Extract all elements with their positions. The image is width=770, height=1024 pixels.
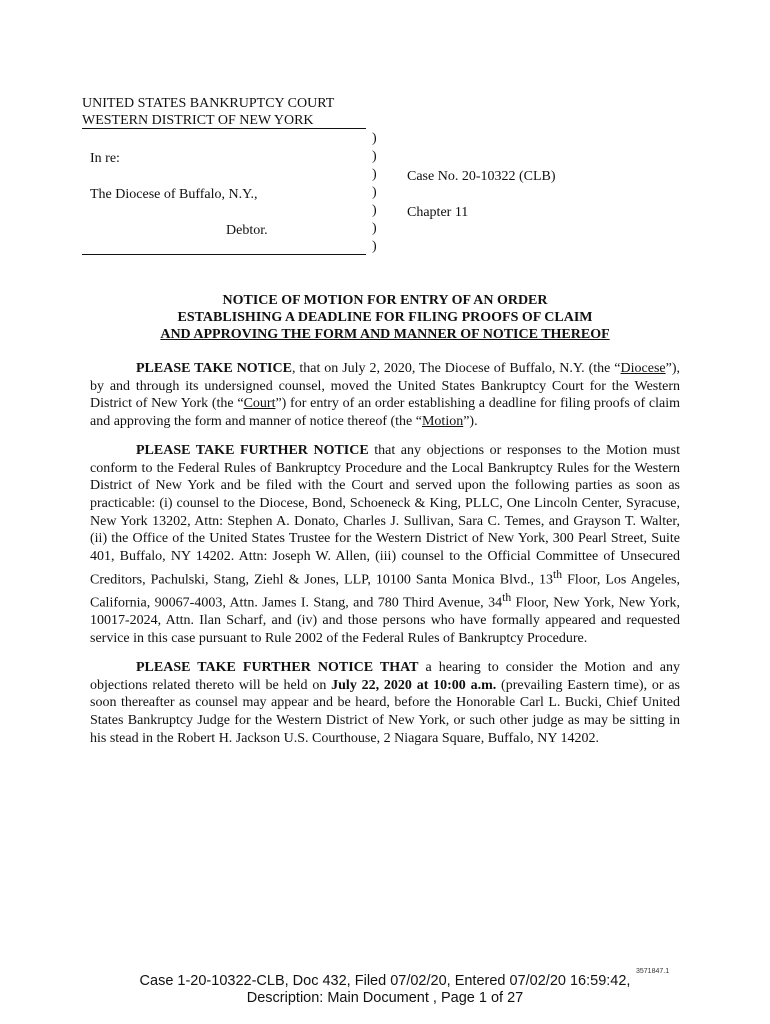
court-district-line: WESTERN DISTRICT OF NEW YORK (82, 113, 314, 128)
caption-in-re: In re: (90, 151, 120, 166)
case-number: Case No. 20-10322 (CLB) (407, 169, 556, 184)
paragraph-objections (90, 442, 680, 648)
caption-debtor-name: The Diocese of Buffalo, N.Y., (90, 187, 258, 202)
court-heading (82, 95, 334, 129)
paragraph-notice (90, 360, 680, 431)
further-notice-lead: PLEASE TAKE FURTHER NOTICE (136, 442, 369, 458)
chapter-number: Chapter 11 (407, 205, 469, 220)
hearing-date: July 22, 2020 at 10:00 a.m. (331, 677, 497, 693)
defined-term-motion: Motion (421, 414, 464, 430)
paragraph-text: a hearing to consider the Motion and any objections related thereto will be held on (90, 659, 680, 693)
paragraph-text: , that on July 2, 2020, The Diocese of Buffalo, N.Y. (the “ (291, 361, 621, 376)
caption-top-rule (82, 128, 366, 129)
document-title (82, 292, 688, 343)
caption-parentheses: ) ) ) ) ) ) ) (372, 131, 377, 254)
defined-term-court: Court (243, 396, 276, 412)
paragraph-text: Floor, Los Angeles, California, 90067-4003, Attn. James I. Stang, and 780 Third Avenue, 34 (90, 572, 680, 611)
court-name-line: UNITED STATES BANKRUPTCY COURT (82, 96, 335, 111)
ordinal-suffix: th (502, 591, 512, 605)
paragraph-text: ”) for entry of an order establishing a deadline for filing proofs of claim and approving the form and manner of notice thereof (the “ (90, 396, 680, 430)
paragraph-hearing (90, 659, 680, 748)
ordinal-suffix: th (553, 567, 563, 581)
filing-description-line: Description: Main Document , Page 1 of 27 (246, 990, 524, 1006)
paragraph-text: that any objections or responses to the Motion must conform to the Federal Rules of Bankruptcy Procedure and the Local Bankruptcy Rules for the Western District of New York and be filed with the Court and served upon the following parties as soon as practicable: (i) counsel to the Diocese, Bond, Schoeneck & King, PLLC, One Lincoln Center, Syracuse, New York 13202, Attn: Stephen A. Donato, Charles J. Sullivan, Sara C. Temes, and Grayson T. Walter, (ii) the Office of the United States Trustee for the Western District of New York, 300 Pearl Street, Suite 401, Buffalo, NY 14202. Attn: Joseph W. Allen, (iii) counsel to the Official Committee of Unsecured Creditors, Pachulski, Stang, Ziehl & Jones, LLP, 10100 Santa Monica Blvd., 13 (90, 442, 680, 588)
filing-footer (0, 973, 770, 1007)
title-line-2: ESTABLISHING A DEADLINE FOR FILING PROOFS OF CLAIM (177, 310, 593, 325)
caption-bottom-rule (82, 254, 366, 255)
paragraph-text: ”). (463, 414, 478, 430)
filing-stamp-line: Case 1-20-10322-CLB, Doc 432, Filed 07/02/20, Entered 07/02/20 16:59:42, (139, 973, 631, 989)
defined-term-diocese: Diocese (620, 361, 666, 376)
notice-lead: PLEASE TAKE NOTICE (136, 361, 292, 376)
caption-debtor-label: Debtor. (226, 223, 268, 238)
paragraph-text: Floor, New York, New York, 10017-2024, Attn. Ilan Scharf, and (iv) and those persons who have formally appeared and requested service in this case pursuant to Rule 2002 of the Federal Rules of Bankruptcy Procedure. (90, 595, 680, 647)
title-line-3: AND APPROVING THE FORM AND MANNER OF NOTICE THEREOF (160, 327, 610, 342)
title-line-1: NOTICE OF MOTION FOR ENTRY OF AN ORDER (222, 293, 548, 308)
paragraph-text: ”), by and through its undersigned counsel, moved the United States Bankruptcy Court for the Western District of New York (the “ (90, 361, 680, 412)
paragraph-text: (prevailing Eastern time), or as soon thereafter as counsel may appear and be heard, before the Honorable Carl L. Bucki, Chief United States Bankruptcy Judge for the Western District of New York, or such other judge as may be sitting in his stead in the Robert H. Jackson U.S. Courthouse, 2 Niagara Square, Buffalo, NY 14202. (90, 677, 680, 746)
hearing-notice-lead: PLEASE TAKE FURTHER NOTICE THAT (136, 659, 419, 675)
document-body (90, 360, 680, 758)
document-id: 3571847.1 (636, 968, 670, 975)
